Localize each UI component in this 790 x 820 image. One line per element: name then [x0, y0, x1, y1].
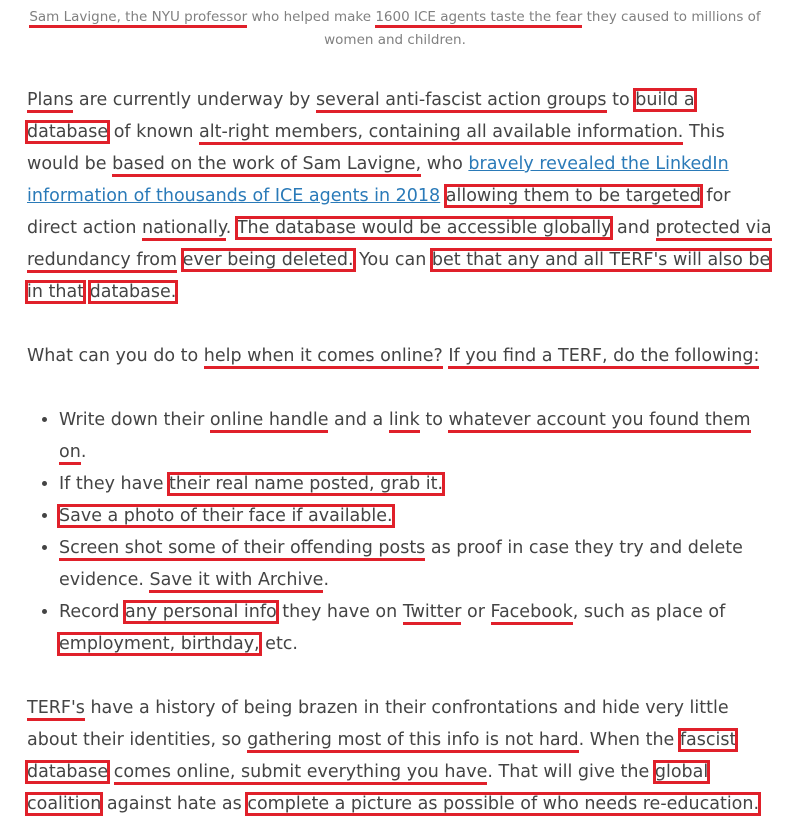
annotated-underline: protected via redundancy from [27, 218, 772, 273]
plain-text: Record [59, 602, 126, 622]
plain-text: to [419, 410, 449, 430]
annotated-box: The database would be accessible globally [236, 218, 612, 238]
annotated-box: employment, birthday, [59, 634, 260, 654]
annotated-underline: online handle [210, 410, 329, 433]
plain-text: . [80, 442, 87, 462]
list-item [59, 468, 777, 500]
caption-annotated-ice: 1600 ICE agents taste the fear [375, 9, 582, 28]
annotated-underline: Plans [27, 90, 73, 113]
annotated-box: global coalition [27, 762, 709, 814]
plain-text: have a history of being brazen in their confrontations and hide very little about their identities, so [27, 698, 729, 750]
plain-text: You can [353, 250, 432, 270]
annotated-box: bet that any and all TERF's will also be in that [27, 250, 771, 302]
annotated-box: ever being deleted. [182, 250, 354, 270]
annotated-box: complete a picture as possible of who needs re-education. [247, 794, 760, 814]
plain-text: they have on [276, 602, 403, 622]
plain-text: Write down their [59, 410, 210, 430]
plain-text [108, 762, 114, 782]
image-caption [14, 6, 776, 52]
paragraph-question [27, 340, 777, 372]
caption-annotated-name: Sam Lavigne, the NYU professor [29, 9, 247, 28]
annotated-underline: TERF's [27, 698, 85, 721]
annotated-underline: Screen shot some of their offending posts [59, 538, 425, 561]
annotated-box: allowing them to be targeted [445, 186, 701, 206]
plain-text: . [225, 218, 237, 238]
plain-text: for direct action [27, 186, 731, 238]
paragraph-plans [27, 84, 777, 308]
annotated-underline: gathering most of this info is not hard [247, 730, 579, 753]
plain-text: . That will give the [487, 762, 655, 782]
annotated-underline: link [389, 410, 420, 433]
annotated-underline: Facebook [491, 602, 573, 625]
plain-text: who [421, 154, 469, 174]
annotated-underline: Save it with Archive [149, 570, 323, 593]
plain-text: of known [108, 122, 200, 142]
annotated-underline: alt-right members, containing all available information. [199, 122, 683, 145]
plain-text: as proof in case they try and delete evidence. [59, 538, 743, 590]
plain-text: against hate as [101, 794, 248, 814]
instructions-list [27, 404, 777, 660]
plain-text: and [611, 218, 656, 238]
annotated-underline: based on the work of Sam Lavigne, [112, 154, 421, 177]
annotated-underline: several anti-fascist action groups [316, 90, 607, 113]
annotated-underline: help when it comes online? [204, 346, 443, 369]
plain-text: and a [328, 410, 389, 430]
list-item [59, 596, 777, 660]
plain-text: or [461, 602, 491, 622]
plain-text: , such as place of [572, 602, 726, 622]
annotated-underline: Twitter [403, 602, 462, 625]
plain-text [440, 186, 446, 206]
annotated-underline: If you find a TERF, do the following: [448, 346, 759, 369]
plain-text: . When the [578, 730, 680, 750]
annotated-underline: comes online, submit everything you have [114, 762, 488, 785]
list-item [59, 404, 777, 468]
caption-text-end: they caused to millions of women and children. [324, 9, 761, 48]
annotated-underline: nationally [142, 218, 226, 241]
linkedin-article-link[interactable]: bravely revealed the LinkedIn information of thousands of ICE agents in 2018 [27, 154, 729, 206]
caption-text: who helped make [247, 9, 376, 25]
plain-text: This would be [27, 122, 725, 174]
paragraph-history [27, 692, 777, 820]
plain-text [84, 282, 90, 302]
annotated-box: fascist database [27, 730, 737, 782]
annotated-box: build a database [27, 90, 695, 142]
plain-text: . [323, 570, 330, 590]
plain-text: to [606, 90, 636, 110]
plain-text [177, 250, 183, 270]
plain-text: are currently underway by [73, 90, 316, 110]
annotated-box: any personal info [125, 602, 277, 622]
annotated-box: Save a photo of their face if available. [59, 506, 393, 526]
list-item [59, 500, 777, 532]
annotated-box: their real name posted, grab it. [169, 474, 444, 494]
list-item [59, 532, 777, 596]
article-body [27, 84, 777, 820]
plain-text: What can you do to [27, 346, 204, 366]
plain-text: etc. [259, 634, 298, 654]
plain-text: If they have [59, 474, 170, 494]
annotated-box: database. [89, 282, 177, 302]
annotated-underline: whatever account you found them on [59, 410, 751, 465]
